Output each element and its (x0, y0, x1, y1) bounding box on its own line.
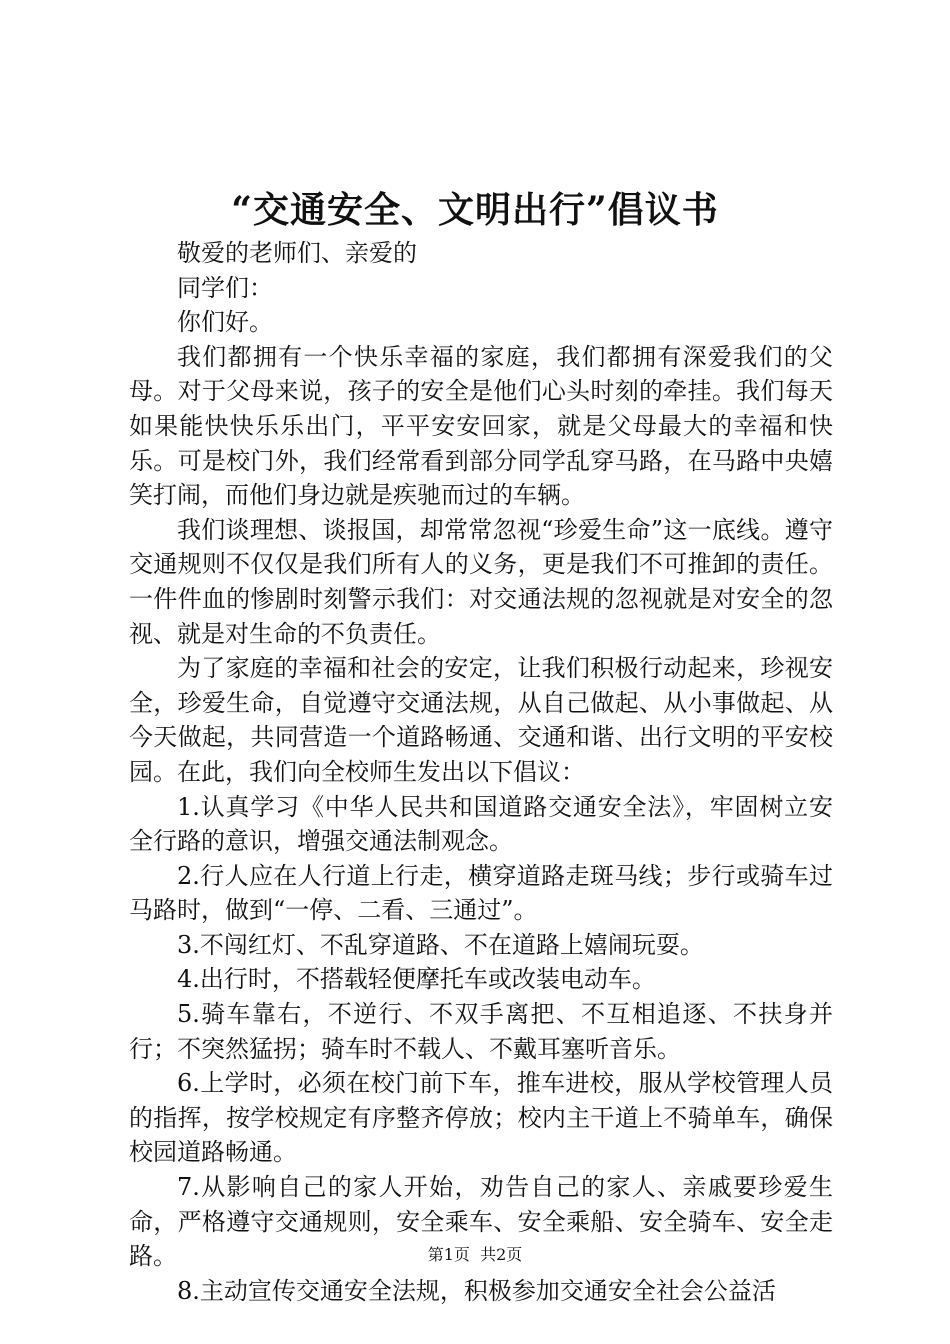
proposal-item: 1.认真学习《中华人民共和国道路交通安全法》，牢固树立安全行路的意识，增强交通法制观念。 (129, 792, 833, 856)
paragraph: 我们谈理想、谈报国，却常常忽视“珍爱生命”这一底线。遵守交通规则不仅仅是我们所有人的义务，更是我们不可推卸的责任。一件件血的惨剧时刻警示我们：对交通法规的忽视就是对安全的忽视、就是对生命的不负责任。 (129, 515, 833, 648)
proposal-item: 7.从影响自己的家人开始，劝告自己的家人、亲戚要珍爱生命，严格遵守交通规则，安全乘车、安全乘船、安全骑车、安全走路。 (129, 1173, 833, 1271)
document-title: “交通安全、文明出行”倡议书 (231, 189, 719, 231)
proposal-item: 8.主动宣传交通安全法规，积极参加交通安全社会公益活 (177, 1276, 776, 1305)
paragraph: 为了家庭的幸福和社会的安定，让我们积极行动起来，珍视安全，珍爱生命，自觉遵守交通法规，从自己做起、从小事做起、从今天做起，共同营造一个道路畅通、交通和谐、出行文明的平安校园。在此，我们向全校师生发出以下倡议： (129, 654, 833, 786)
document-body (129, 236, 833, 1308)
page-footer (0, 1244, 950, 1266)
page-number: 第1页 (427, 1245, 470, 1264)
paragraph: 我们都拥有一个快乐幸福的家庭，我们都拥有深爱我们的父母。对于父母来说，孩子的安全是他们心头时刻的牵挂。我们每天如果能快快乐乐出门，平平安安回家，就是父母最大的幸福和快乐。可是校门外，我们经常看到部分同学乱穿马路，在马路中央嬉笑打闹，而他们身边就是疾驰而过的车辆。 (129, 342, 833, 510)
page-total: 共2页 (480, 1245, 523, 1264)
greeting: 你们好。 (177, 308, 273, 337)
proposal-item: 2.行人应在人行道上行走，横穿道路走斑马线；步行或骑车过马路时，做到“一停、二看、三通过”。 (129, 861, 833, 925)
proposal-item: 6.上学时，必须在校门前下车，推车进校，服从学校管理人员的指挥，按学校规定有序整齐停放；校内主干道上不骑单车，确保校园道路畅通。 (129, 1069, 833, 1167)
footer-separator (470, 1245, 480, 1264)
proposal-item: 4.出行时，不搭载轻便摩托车或改装电动车。 (177, 965, 656, 994)
proposal-item: 5.骑车靠右，不逆行、不双手离把、不互相追逐、不扶身并行；不突然猛拐；骑车时不载人、不戴耳塞听音乐。 (129, 1000, 833, 1063)
salutation-line-2: 同学们： (177, 273, 273, 302)
salutation-line-1: 敬爱的老师们、亲爱的 (177, 239, 417, 267)
proposal-item: 3.不闯红灯、不乱穿道路、不在道路上嬉闹玩耍。 (177, 930, 704, 959)
